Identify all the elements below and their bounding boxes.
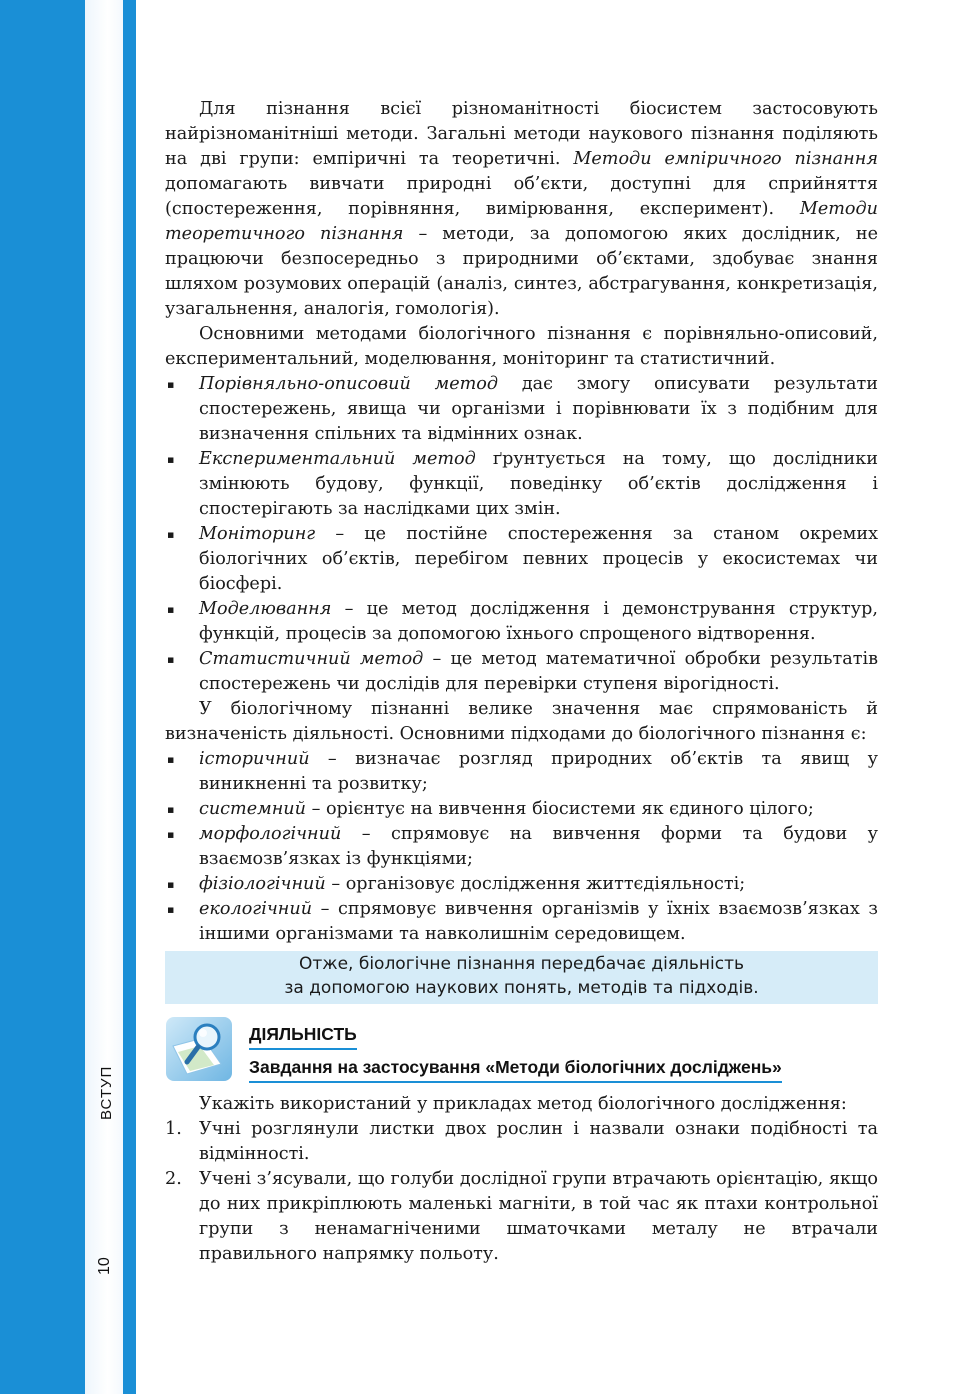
methods-intro-paragraph: Основними методами біологічного пізнання є порівняльно-описовий, експериментальний, моделювання, моніторинг та статистичний.: [165, 324, 878, 369]
bullet-icon: ▪: [167, 878, 175, 891]
summary-line: за допомогою наукових понять, методів та підходів.: [284, 978, 759, 998]
bullet-icon: ▪: [167, 378, 175, 391]
task-number: 2.: [165, 1169, 182, 1189]
methods-list: [165, 372, 878, 697]
task-instruction: Укажіть використаний у прикладах метод біологічного дослідження:: [199, 1094, 847, 1114]
approaches-intro-paragraph: У біологічному пізнанні велике значення має спрямованість й визначеність діяльності. Основними підходами до біологічного пізнання є:: [165, 699, 878, 744]
left-thin-strip: [123, 0, 136, 1394]
bullet-icon: ▪: [167, 828, 175, 841]
activity-title: ДІЯЛЬНІСТЬ: [249, 1022, 357, 1050]
magnifier-icon: [165, 1016, 233, 1082]
task-item: 1. Учні розглянули листки двох рослин і назвали ознаки подібності та відмінності.: [165, 1119, 878, 1164]
page-number: 10: [96, 1257, 113, 1275]
list-item: ▪ Статистичний метод – це метод математичної обробки результатів спостережень чи дослідів для перевірки ступеня вірогідності.: [167, 649, 878, 694]
list-item: ▪ історичний – визначає розгляд природних об’єктів та явищ у виникненні та розвитку;: [167, 749, 878, 794]
list-item: ▪ морфологічний – спрямовує на вивчення форми та будови у взаємозв’язках із функціями;: [167, 824, 878, 869]
term-empirical: Методи емпіричного пізнання: [573, 149, 878, 169]
list-item: ▪ Моніторинг – це постійне спостереження за станом окремих біологічних об’єктів, перебігом певних процесів у екосистемах чи біосфері.: [167, 524, 878, 594]
list-item: ▪ фізіологічний – організовує дослідження життєдіяльності;: [165, 872, 878, 897]
bullet-icon: ▪: [167, 803, 175, 816]
task-list: [165, 1117, 878, 1267]
list-item: ▪ Порівняльно-описовий метод дає змогу описувати результати спостережень, явища чи організми і порівнювати їх з подібним для визначення спільних та відмінних ознак.: [167, 374, 878, 444]
left-blue-strip: [0, 0, 85, 1394]
list-item: ▪ Експериментальний метод ґрунтується на тому, що дослідники змінюють будову, функції, поведінку об’єктів дослідження і спостерігають за наслідками цих змін.: [167, 449, 878, 519]
summary-box: [165, 951, 878, 1004]
bullet-icon: ▪: [167, 453, 175, 466]
bullet-icon: ▪: [167, 753, 175, 766]
activity-subtitle: Завдання на застосування «Методи біологічних досліджень»: [249, 1055, 782, 1083]
summary-line: Отже, біологічне пізнання передбачає діяльність: [298, 954, 745, 974]
section-label: ВСТУП: [98, 1065, 115, 1120]
term-theoretical: Методи теоретичного пізнання: [165, 199, 878, 244]
list-item: ▪ Моделювання – це метод дослідження і демонстрування структур, функцій, процесів за допомогою їхнього спрощеного відтворення.: [167, 599, 878, 644]
bullet-icon: ▪: [167, 903, 175, 916]
left-light-strip: [85, 0, 123, 1394]
bullet-icon: ▪: [167, 603, 175, 616]
page-content: [165, 97, 878, 1267]
bullet-icon: ▪: [167, 653, 175, 666]
list-item: ▪ системний – орієнтує на вивчення біосистеми як єдиного цілого;: [165, 797, 878, 822]
approaches-list: [165, 747, 878, 947]
task-item: 2. Учені з’ясували, що голуби дослідної групи втрачають орієнтацію, якщо до них прикріплюють маленькі магніти, в той час як птахи контрольної групи з ненамагніченими шматочками металу не втрачали правильного напрямку польоту.: [165, 1169, 878, 1264]
list-item: ▪ екологічний – спрямовує вивчення організмів у їхніх взаємозв’язках з іншими організмами та навколишнім середовищем.: [167, 899, 878, 944]
bullet-icon: ▪: [167, 528, 175, 541]
task-number: 1.: [165, 1119, 182, 1139]
activity-header: [165, 1014, 878, 1092]
intro-paragraph: Для пізнання всієї різноманітності біосистем застосовують найрізноманітніші методи. Загальні методи наукового пізнання поділяють на дві групи: емпіричні та теоретичні. Методи емпіричного пізнання допомагають вивчати природні об’єкти, доступні для сприйняття (спостереження, порівняння, вимірювання, експеримент). Методи теоретичного пізнання – методи, за допомогою яких дослідник, не працюючи безпосередньо з природними об’єктами, здобуває знання шляхом розумових операцій (аналіз, синтез, абстрагування, конкретизація, узагальнення, аналогія, гомологія).: [165, 99, 878, 319]
